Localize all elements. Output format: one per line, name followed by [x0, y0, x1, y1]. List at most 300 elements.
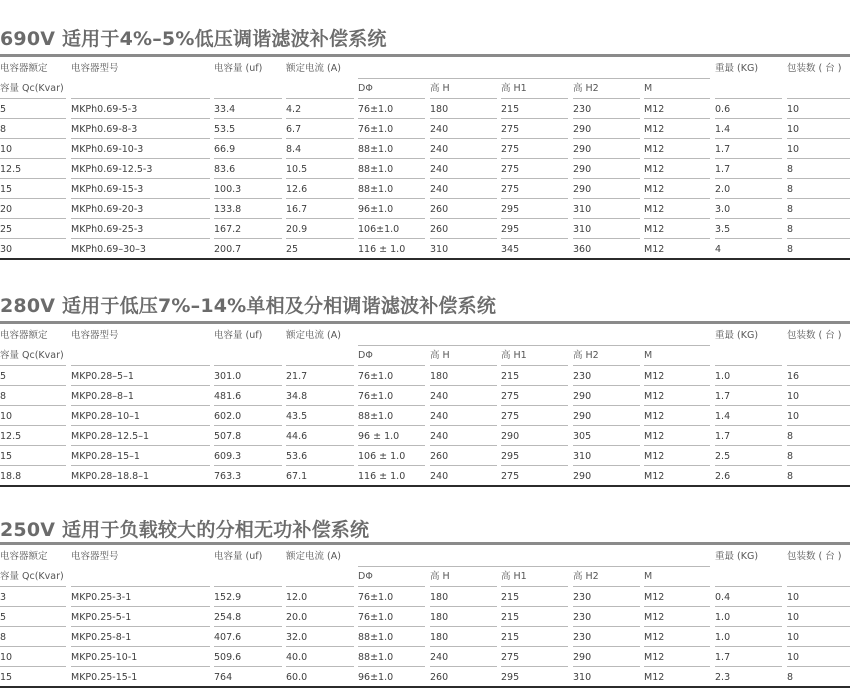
- cell-weight: 0.4: [715, 592, 731, 603]
- row-rule: [0, 405, 66, 406]
- cell-capacitance: 507.8: [214, 431, 242, 442]
- cell-height-h2: 290: [573, 391, 592, 402]
- row-rule: [358, 606, 425, 607]
- cell-rated-capacity: 15: [0, 451, 13, 462]
- row-rule: [214, 218, 282, 219]
- row-rule: [573, 405, 640, 406]
- header-rule: [214, 98, 282, 99]
- cell-height-h: 240: [430, 124, 449, 135]
- cell-model: MKP0.28–18.8–1: [71, 471, 150, 482]
- cell-diameter: 76±1.0: [358, 612, 394, 623]
- header-rule: [501, 98, 568, 99]
- header-rule: [573, 586, 640, 587]
- row-rule: [0, 198, 66, 199]
- header-rated-current: 额定电流 (A): [286, 330, 341, 341]
- row-rule: [358, 646, 425, 647]
- cell-height-h2: 290: [573, 124, 592, 135]
- row-rule: [787, 138, 850, 139]
- cell-diameter: 88±1.0: [358, 144, 394, 155]
- row-rule: [715, 405, 782, 406]
- row-rule: [715, 445, 782, 446]
- row-rule: [214, 198, 282, 199]
- row-rule: [71, 626, 210, 627]
- cell-model: MKP0.28–12.5–1: [71, 431, 150, 442]
- cell-rated-current: 12.0: [286, 592, 308, 603]
- cell-rated-current: 60.0: [286, 672, 308, 683]
- cell-model: MKP0.25-3-1: [71, 592, 132, 603]
- row-rule: [214, 445, 282, 446]
- row-rule: [573, 646, 640, 647]
- row-rule: [71, 666, 210, 667]
- header-height-h: 高 H: [430, 83, 450, 94]
- row-rule: [644, 606, 710, 607]
- cell-height-h: 240: [430, 431, 449, 442]
- cell-thread-m: M12: [644, 451, 665, 462]
- cell-height-h: 180: [430, 592, 449, 603]
- row-rule: [71, 445, 210, 446]
- table-bottom-rule: [0, 485, 850, 487]
- cell-thread-m: M12: [644, 224, 665, 235]
- cell-model: MKP0.25-15-1: [71, 672, 138, 683]
- row-rule: [0, 445, 66, 446]
- cell-rated-current: 25: [286, 244, 299, 255]
- header-rated-capacity: 电容器额定: [0, 330, 48, 341]
- row-rule: [644, 646, 710, 647]
- row-rule: [715, 218, 782, 219]
- row-rule: [430, 465, 497, 466]
- row-rule: [71, 425, 210, 426]
- row-rule: [501, 445, 568, 446]
- cell-model: MKPh0.69-15-3: [71, 184, 144, 195]
- row-rule: [71, 465, 210, 466]
- header-rated-capacity-unit: 容量 Qc(Kvar): [0, 571, 64, 582]
- cell-height-h1: 275: [501, 164, 520, 175]
- cell-model: MKP0.28–15–1: [71, 451, 140, 462]
- cell-height-h1: 345: [501, 244, 520, 255]
- row-rule: [71, 385, 210, 386]
- row-rule: [214, 626, 282, 627]
- cell-package-qty: 10: [787, 652, 800, 663]
- header-group-rule: [358, 345, 710, 346]
- row-rule: [430, 425, 497, 426]
- row-rule: [286, 158, 354, 159]
- cell-diameter: 76±1.0: [358, 104, 394, 115]
- header-rated-capacity-unit: 容量 Qc(Kvar): [0, 350, 64, 361]
- cell-height-h: 240: [430, 411, 449, 422]
- row-rule: [715, 178, 782, 179]
- row-rule: [430, 178, 497, 179]
- cell-rated-current: 12.6: [286, 184, 308, 195]
- row-rule: [430, 218, 497, 219]
- table-top-rule: [0, 54, 850, 57]
- cell-package-qty: 10: [787, 391, 800, 402]
- row-rule: [715, 158, 782, 159]
- cell-rated-capacity: 8: [0, 124, 7, 135]
- cell-package-qty: 8: [787, 164, 794, 175]
- header-diameter: DΦ: [358, 83, 373, 94]
- row-rule: [71, 158, 210, 159]
- cell-height-h1: 215: [501, 592, 520, 603]
- header-model: 电容器型号: [71, 551, 119, 562]
- cell-diameter: 76±1.0: [358, 592, 394, 603]
- cell-package-qty: 10: [787, 124, 800, 135]
- row-rule: [787, 425, 850, 426]
- header-rule: [358, 365, 425, 366]
- cell-model: MKP0.25-10-1: [71, 652, 138, 663]
- header-rated-capacity: 电容器额定: [0, 551, 48, 562]
- header-rule: [715, 586, 782, 587]
- cell-height-h: 260: [430, 224, 449, 235]
- cell-thread-m: M12: [644, 184, 665, 195]
- header-height-h: 高 H: [430, 350, 450, 361]
- cell-package-qty: 8: [787, 204, 794, 215]
- row-rule: [787, 218, 850, 219]
- cell-height-h: 180: [430, 371, 449, 382]
- row-rule: [715, 238, 782, 239]
- cell-diameter: 116 ± 1.0: [358, 244, 406, 255]
- cell-height-h2: 290: [573, 184, 592, 195]
- row-rule: [787, 158, 850, 159]
- row-rule: [501, 198, 568, 199]
- cell-height-h: 240: [430, 184, 449, 195]
- header-rule: [71, 365, 210, 366]
- row-rule: [430, 238, 497, 239]
- row-rule: [358, 385, 425, 386]
- row-rule: [286, 425, 354, 426]
- cell-height-h2: 310: [573, 451, 592, 462]
- cell-height-h2: 310: [573, 204, 592, 215]
- row-rule: [286, 138, 354, 139]
- cell-rated-current: 34.8: [286, 391, 308, 402]
- header-rated-capacity: 电容器额定: [0, 63, 48, 74]
- cell-height-h1: 275: [501, 471, 520, 482]
- header-height-h: 高 H: [430, 571, 450, 582]
- cell-height-h2: 230: [573, 612, 592, 623]
- header-rule: [573, 365, 640, 366]
- cell-package-qty: 8: [787, 244, 794, 255]
- row-rule: [286, 626, 354, 627]
- row-rule: [573, 178, 640, 179]
- row-rule: [430, 118, 497, 119]
- cell-height-h1: 275: [501, 391, 520, 402]
- row-rule: [787, 626, 850, 627]
- header-capacitance: 电容量 (uf): [214, 551, 263, 562]
- cell-capacitance: 200.7: [214, 244, 242, 255]
- row-rule: [71, 405, 210, 406]
- row-rule: [358, 666, 425, 667]
- cell-rated-capacity: 5: [0, 371, 7, 382]
- cell-weight: 1.7: [715, 652, 731, 663]
- cell-thread-m: M12: [644, 164, 665, 175]
- row-rule: [0, 238, 66, 239]
- cell-height-h2: 290: [573, 144, 592, 155]
- cell-model: MKP0.28–5–1: [71, 371, 134, 382]
- row-rule: [644, 158, 710, 159]
- row-rule: [71, 218, 210, 219]
- cell-height-h1: 295: [501, 204, 520, 215]
- cell-package-qty: 10: [787, 612, 800, 623]
- cell-weight: 1.0: [715, 632, 731, 643]
- cell-package-qty: 10: [787, 104, 800, 115]
- row-rule: [501, 238, 568, 239]
- row-rule: [430, 405, 497, 406]
- cell-weight: 3.5: [715, 224, 731, 235]
- cell-height-h1: 295: [501, 672, 520, 683]
- cell-height-h1: 215: [501, 612, 520, 623]
- cell-rated-capacity: 10: [0, 144, 13, 155]
- cell-rated-current: 40.0: [286, 652, 308, 663]
- header-rule: [787, 365, 850, 366]
- row-rule: [0, 138, 66, 139]
- cell-height-h: 180: [430, 632, 449, 643]
- cell-rated-capacity: 25: [0, 224, 13, 235]
- row-rule: [71, 138, 210, 139]
- row-rule: [358, 158, 425, 159]
- cell-height-h1: 275: [501, 184, 520, 195]
- header-thread-m: M: [644, 83, 653, 94]
- cell-rated-capacity: 5: [0, 612, 7, 623]
- header-rule: [430, 365, 497, 366]
- row-rule: [573, 385, 640, 386]
- cell-capacitance: 53.5: [214, 124, 236, 135]
- cell-rated-current: 8.4: [286, 144, 302, 155]
- row-rule: [501, 118, 568, 119]
- table-top-rule: [0, 321, 850, 324]
- header-group-rule: [358, 566, 710, 567]
- row-rule: [573, 198, 640, 199]
- cell-rated-capacity: 10: [0, 652, 13, 663]
- row-rule: [286, 646, 354, 647]
- row-rule: [71, 646, 210, 647]
- cell-rated-current: 21.7: [286, 371, 308, 382]
- row-rule: [286, 606, 354, 607]
- cell-package-qty: 8: [787, 451, 794, 462]
- header-package-qty: 包装数 ( 台 ): [787, 551, 842, 562]
- cell-thread-m: M12: [644, 612, 665, 623]
- row-rule: [430, 198, 497, 199]
- cell-capacitance: 764: [214, 672, 233, 683]
- cell-height-h2: 290: [573, 411, 592, 422]
- cell-diameter: 88±1.0: [358, 184, 394, 195]
- cell-height-h2: 230: [573, 371, 592, 382]
- row-rule: [214, 238, 282, 239]
- row-rule: [214, 606, 282, 607]
- cell-weight: 1.0: [715, 371, 731, 382]
- row-rule: [214, 666, 282, 667]
- row-rule: [501, 158, 568, 159]
- row-rule: [286, 238, 354, 239]
- header-height-h1: 高 H1: [501, 571, 527, 582]
- cell-weight: 1.7: [715, 144, 731, 155]
- row-rule: [715, 606, 782, 607]
- row-rule: [715, 646, 782, 647]
- cell-rated-current: 16.7: [286, 204, 308, 215]
- header-rule: [715, 365, 782, 366]
- cell-weight: 2.0: [715, 184, 731, 195]
- cell-capacitance: 301.0: [214, 371, 242, 382]
- header-height-h1: 高 H1: [501, 350, 527, 361]
- row-rule: [787, 405, 850, 406]
- cell-thread-m: M12: [644, 652, 665, 663]
- header-rule: [501, 365, 568, 366]
- row-rule: [501, 626, 568, 627]
- row-rule: [71, 118, 210, 119]
- row-rule: [214, 178, 282, 179]
- row-rule: [286, 218, 354, 219]
- cell-weight: 1.7: [715, 391, 731, 402]
- cell-diameter: 96±1.0: [358, 672, 394, 683]
- row-rule: [787, 445, 850, 446]
- row-rule: [787, 118, 850, 119]
- row-rule: [358, 238, 425, 239]
- header-thread-m: M: [644, 571, 653, 582]
- row-rule: [0, 606, 66, 607]
- header-height-h2: 高 H2: [573, 350, 599, 361]
- cell-height-h: 180: [430, 104, 449, 115]
- cell-height-h: 240: [430, 471, 449, 482]
- row-rule: [430, 445, 497, 446]
- cell-rated-current: 10.5: [286, 164, 308, 175]
- cell-thread-m: M12: [644, 204, 665, 215]
- header-group-rule: [358, 78, 710, 79]
- row-rule: [0, 118, 66, 119]
- row-rule: [286, 178, 354, 179]
- row-rule: [573, 218, 640, 219]
- row-rule: [430, 158, 497, 159]
- row-rule: [501, 646, 568, 647]
- cell-height-h1: 275: [501, 652, 520, 663]
- cell-capacitance: 481.6: [214, 391, 242, 402]
- cell-height-h1: 275: [501, 124, 520, 135]
- row-rule: [0, 158, 66, 159]
- row-rule: [573, 158, 640, 159]
- cell-diameter: 76±1.0: [358, 124, 394, 135]
- cell-height-h2: 310: [573, 672, 592, 683]
- cell-capacitance: 33.4: [214, 104, 236, 115]
- cell-package-qty: 16: [787, 371, 800, 382]
- cell-height-h2: 290: [573, 652, 592, 663]
- cell-thread-m: M12: [644, 391, 665, 402]
- cell-height-h2: 310: [573, 224, 592, 235]
- cell-rated-capacity: 20: [0, 204, 13, 215]
- row-rule: [715, 626, 782, 627]
- header-rule: [787, 586, 850, 587]
- row-rule: [501, 218, 568, 219]
- row-rule: [501, 138, 568, 139]
- cell-weight: 1.4: [715, 124, 731, 135]
- row-rule: [501, 425, 568, 426]
- cell-model: MKP0.25-8-1: [71, 632, 132, 643]
- row-rule: [715, 138, 782, 139]
- row-rule: [573, 138, 640, 139]
- header-weight: 重最 (KG): [715, 330, 759, 341]
- cell-capacitance: 152.9: [214, 592, 242, 603]
- row-rule: [358, 405, 425, 406]
- row-rule: [214, 385, 282, 386]
- cell-rated-capacity: 5: [0, 104, 7, 115]
- row-rule: [430, 646, 497, 647]
- cell-package-qty: 8: [787, 431, 794, 442]
- row-rule: [787, 385, 850, 386]
- row-rule: [715, 385, 782, 386]
- cell-capacitance: 602.0: [214, 411, 242, 422]
- row-rule: [573, 118, 640, 119]
- row-rule: [787, 666, 850, 667]
- header-package-qty: 包装数 ( 台 ): [787, 63, 842, 74]
- cell-height-h: 180: [430, 612, 449, 623]
- row-rule: [573, 445, 640, 446]
- row-rule: [358, 198, 425, 199]
- row-rule: [787, 465, 850, 466]
- row-rule: [214, 646, 282, 647]
- cell-height-h1: 290: [501, 431, 520, 442]
- cell-thread-m: M12: [644, 431, 665, 442]
- cell-height-h2: 230: [573, 632, 592, 643]
- cell-capacitance: 763.3: [214, 471, 242, 482]
- header-rule: [0, 365, 66, 366]
- header-rule: [0, 98, 66, 99]
- row-rule: [644, 425, 710, 426]
- row-rule: [0, 218, 66, 219]
- section-title: 280V 适用于低压7%–14%单相及分相调谐滤波补偿系统: [0, 295, 497, 317]
- cell-model: MKP0.28–8–1: [71, 391, 134, 402]
- row-rule: [214, 405, 282, 406]
- row-rule: [358, 445, 425, 446]
- cell-diameter: 88±1.0: [358, 411, 394, 422]
- row-rule: [787, 178, 850, 179]
- cell-rated-current: 53.6: [286, 451, 308, 462]
- cell-package-qty: 8: [787, 224, 794, 235]
- cell-package-qty: 8: [787, 184, 794, 195]
- row-rule: [787, 238, 850, 239]
- row-rule: [0, 178, 66, 179]
- header-rule: [358, 98, 425, 99]
- cell-rated-capacity: 3: [0, 592, 7, 603]
- cell-model: MKP0.25-5-1: [71, 612, 132, 623]
- cell-weight: 1.0: [715, 612, 731, 623]
- header-rule: [430, 98, 497, 99]
- cell-diameter: 76±1.0: [358, 391, 394, 402]
- cell-diameter: 116 ± 1.0: [358, 471, 406, 482]
- cell-weight: 0.6: [715, 104, 731, 115]
- cell-height-h: 310: [430, 244, 449, 255]
- cell-rated-current: 67.1: [286, 471, 308, 482]
- header-rated-current: 额定电流 (A): [286, 63, 341, 74]
- header-rule: [286, 98, 354, 99]
- row-rule: [0, 465, 66, 466]
- cell-height-h2: 290: [573, 164, 592, 175]
- cell-thread-m: M12: [644, 144, 665, 155]
- row-rule: [715, 465, 782, 466]
- header-rule: [430, 586, 497, 587]
- cell-rated-current: 4.2: [286, 104, 302, 115]
- cell-rated-capacity: 15: [0, 672, 13, 683]
- row-rule: [644, 178, 710, 179]
- row-rule: [501, 465, 568, 466]
- cell-height-h: 240: [430, 144, 449, 155]
- header-rule: [71, 586, 210, 587]
- cell-thread-m: M12: [644, 592, 665, 603]
- cell-height-h1: 295: [501, 224, 520, 235]
- header-weight: 重最 (KG): [715, 551, 759, 562]
- cell-package-qty: 10: [787, 411, 800, 422]
- header-rule: [787, 98, 850, 99]
- row-rule: [430, 385, 497, 386]
- row-rule: [787, 198, 850, 199]
- row-rule: [644, 238, 710, 239]
- header-weight: 重最 (KG): [715, 63, 759, 74]
- header-height-h1: 高 H1: [501, 83, 527, 94]
